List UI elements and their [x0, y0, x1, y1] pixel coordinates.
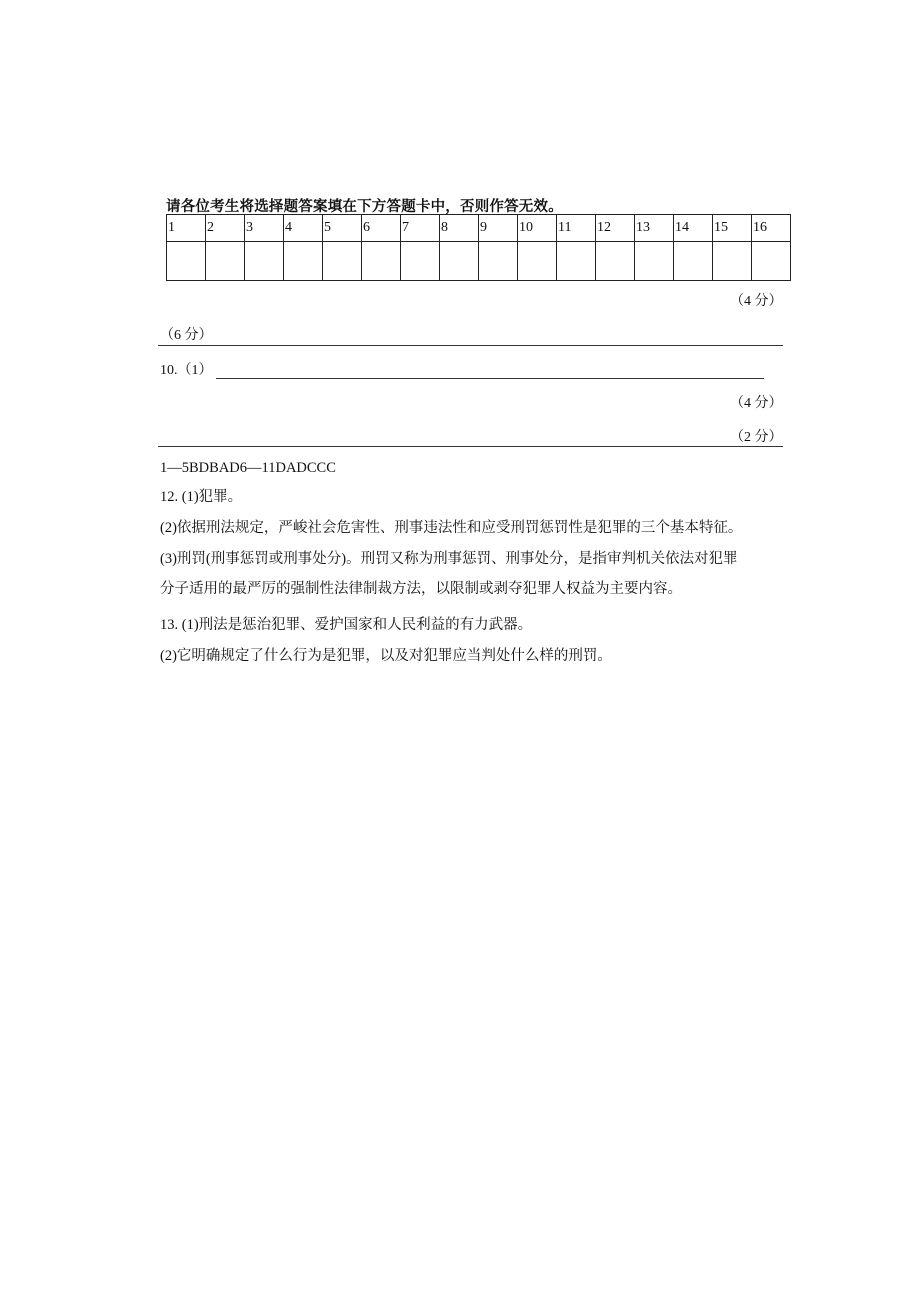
answer-line[interactable]	[216, 364, 764, 379]
answer-cell[interactable]	[674, 242, 713, 281]
question-10-label: 10.（1）	[160, 363, 213, 378]
grid-number: 12	[596, 215, 635, 242]
answer-cell[interactable]	[362, 242, 401, 281]
answer-cell[interactable]	[206, 242, 245, 281]
grid-number: 1	[167, 215, 206, 242]
answer-cell[interactable]	[596, 242, 635, 281]
answer-cell[interactable]	[284, 242, 323, 281]
grid-number: 4	[284, 215, 323, 242]
score-label: （4 分）	[730, 294, 783, 309]
question-10	[160, 359, 764, 379]
answer-cell[interactable]	[245, 242, 284, 281]
divider-line	[158, 345, 783, 346]
grid-number: 16	[752, 215, 791, 242]
grid-number: 2	[206, 215, 245, 242]
grid-number: 3	[245, 215, 284, 242]
answer-cell[interactable]	[635, 242, 674, 281]
grid-number: 8	[440, 215, 479, 242]
grid-number: 14	[674, 215, 713, 242]
grid-number: 13	[635, 215, 674, 242]
q13-part1: 13. (1)刑法是惩治犯罪、爱护国家和人民利益的有力武器。	[160, 617, 533, 633]
answer-grid	[166, 214, 791, 281]
answer-cell[interactable]	[479, 242, 518, 281]
mc-answers: 1—5BDBAD6—11DADCCC	[160, 460, 336, 476]
divider-line	[158, 446, 783, 447]
score-label: （2 分）	[730, 430, 783, 445]
grid-number: 15	[713, 215, 752, 242]
answer-cell[interactable]	[518, 242, 557, 281]
answer-grid-number-row	[167, 215, 791, 242]
answer-grid-answer-row	[167, 242, 791, 281]
q12-part1: 12. (1)犯罪。	[160, 489, 243, 505]
instruction-text: 请各位考生将选择题答案填在下方答题卡中，否则作答无效。	[166, 199, 563, 215]
answer-cell[interactable]	[401, 242, 440, 281]
grid-number: 10	[518, 215, 557, 242]
answer-cell[interactable]	[440, 242, 479, 281]
q12-part2: (2)依据刑法规定，严峻社会危害性、刑事违法性和应受刑罚惩罚性是犯罪的三个基本特征。	[160, 520, 743, 536]
q12-part3-line1: (3)刑罚(刑事惩罚或刑事处分)。刑罚又称为刑事惩罚、刑事处分，是指审判机关依法对犯罪	[160, 551, 738, 567]
grid-number: 11	[557, 215, 596, 242]
grid-number: 9	[479, 215, 518, 242]
score-label: （6 分）	[160, 328, 213, 343]
answer-cell[interactable]	[752, 242, 791, 281]
grid-number: 5	[323, 215, 362, 242]
score-label: （4 分）	[730, 396, 783, 411]
answer-cell[interactable]	[557, 242, 596, 281]
grid-number: 6	[362, 215, 401, 242]
answer-cell[interactable]	[713, 242, 752, 281]
answer-cell[interactable]	[167, 242, 206, 281]
answer-cell[interactable]	[323, 242, 362, 281]
grid-number: 7	[401, 215, 440, 242]
q12-part3-line2: 分子适用的最严厉的强制性法律制裁方法，以限制或剥夺犯罪人权益为主要内容。	[160, 581, 682, 597]
q13-part2: (2)它明确规定了什么行为是犯罪，以及对犯罪应当判处什么样的刑罚。	[160, 648, 612, 664]
